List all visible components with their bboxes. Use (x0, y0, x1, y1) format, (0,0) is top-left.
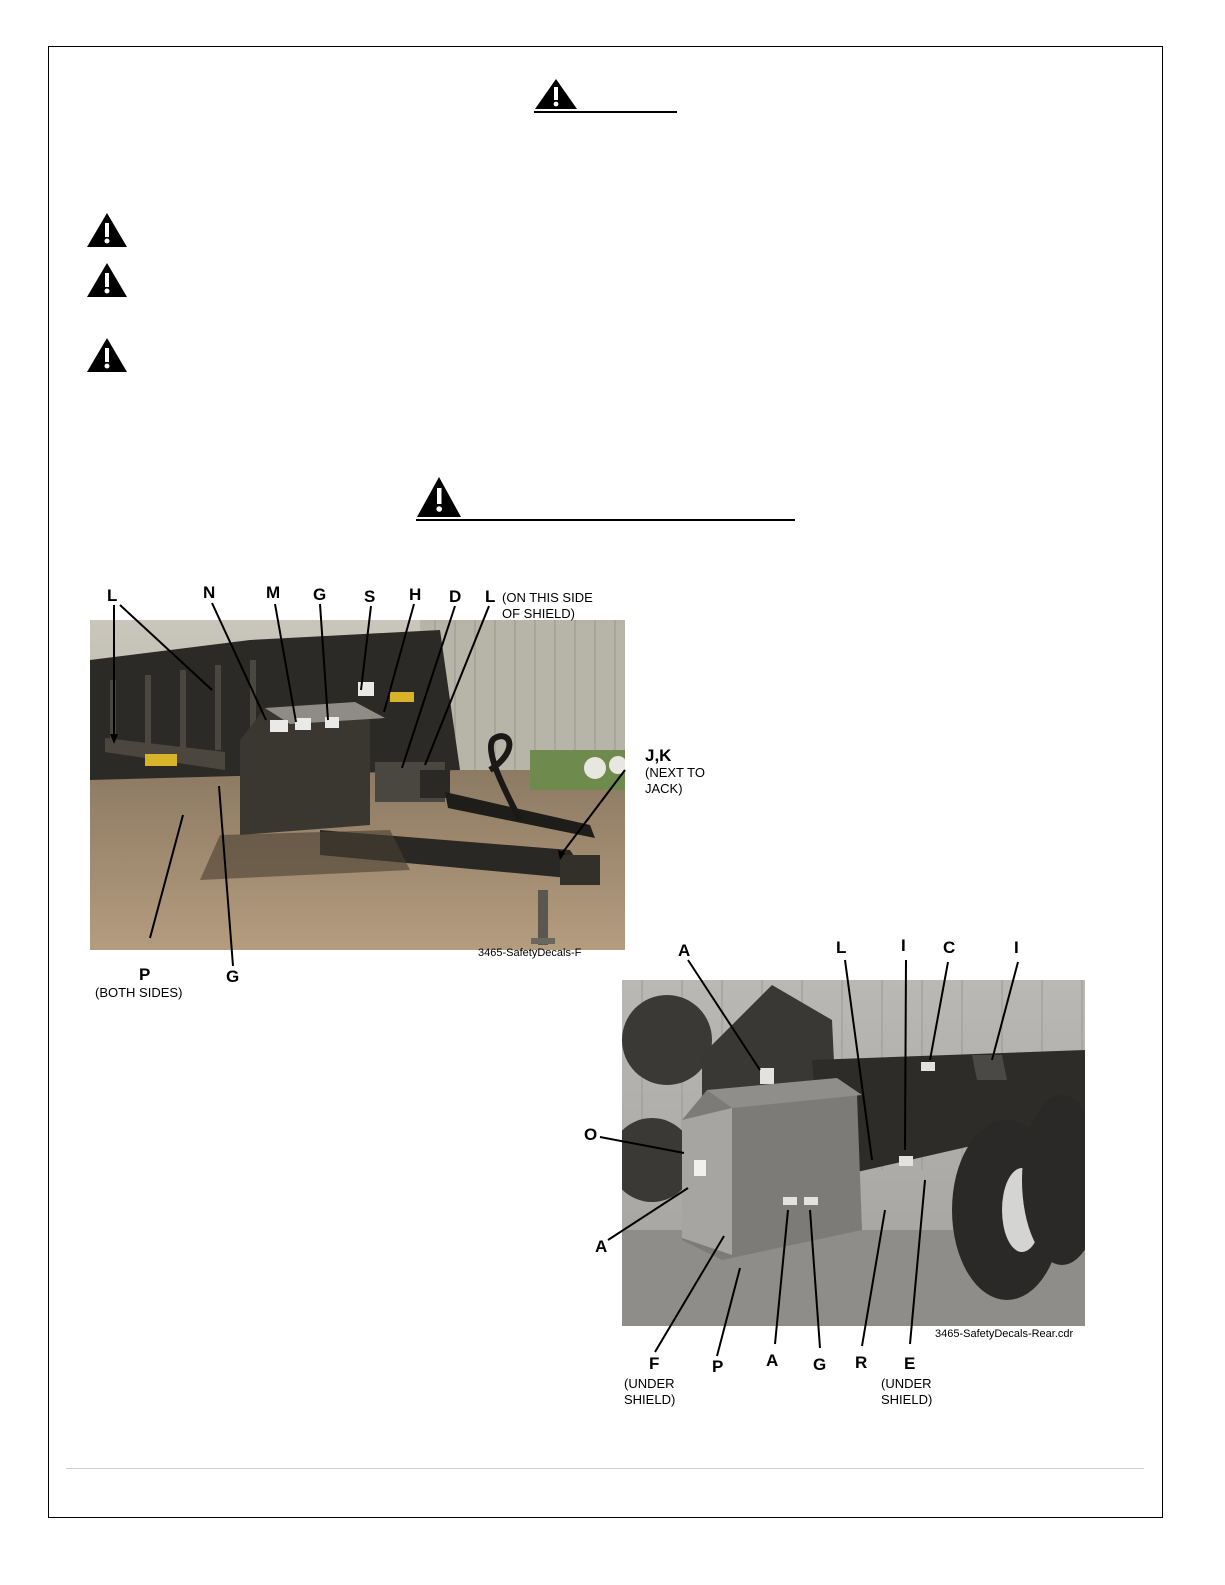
rear-label-R: R (855, 1353, 868, 1372)
rear-label-A3: A (766, 1351, 779, 1370)
rear-note-E-line1: (UNDER (881, 1376, 932, 1391)
front-note-P: (BOTH SIDES) (95, 985, 183, 1000)
warning-triangle-icon (86, 212, 128, 248)
front-label-H: H (409, 585, 422, 604)
front-label-P: P (139, 965, 151, 984)
rear-note-E-line2: SHIELD) (881, 1392, 933, 1407)
rear-figure-caption: 3465-SafetyDecals-Rear.cdr (935, 1328, 1074, 1340)
front-label-JK: J,K (645, 746, 672, 765)
heading-underline (534, 111, 677, 113)
front-label-L2: L (485, 587, 496, 606)
front-label-S: S (364, 587, 376, 606)
rear-label-I1: I (901, 936, 906, 955)
front-note-JK-line1: (NEXT TO (645, 765, 705, 780)
front-label-L1: L (107, 586, 118, 605)
rear-note-F-line1: (UNDER (624, 1376, 675, 1391)
warning-triangle-icon (416, 476, 462, 518)
rear-label-E: E (904, 1354, 916, 1373)
front-note-JK-line2: JACK) (645, 781, 683, 796)
warning-triangle-icon (534, 78, 578, 110)
warning-triangle-icon (86, 262, 128, 298)
rear-label-A2: A (595, 1237, 608, 1256)
front-label-D: D (449, 587, 462, 606)
section-heading-underline (416, 519, 795, 521)
warning-triangle-icon (86, 337, 128, 373)
rear-label-F: F (649, 1354, 660, 1373)
front-label-G2: G (226, 967, 240, 986)
rear-label-P: P (712, 1357, 724, 1376)
rear-spreader-photo (622, 980, 1085, 1326)
rear-label-O: O (584, 1125, 598, 1144)
front-label-G1: G (313, 585, 327, 604)
front-figure-caption: 3465-SafetyDecals-F (478, 947, 582, 959)
rear-note-F-line2: SHIELD) (624, 1392, 676, 1407)
rear-label-L: L (836, 938, 847, 957)
footer-divider (66, 1468, 1144, 1469)
rear-label-A1: A (678, 941, 691, 960)
rear-label-G: G (813, 1355, 827, 1374)
front-label-M: M (266, 583, 281, 602)
rear-label-C: C (943, 938, 956, 957)
front-label-N: N (203, 583, 216, 602)
rear-label-I2: I (1014, 938, 1019, 957)
front-note-L2-line2: OF SHIELD) (502, 606, 575, 621)
front-spreader-photo (90, 620, 625, 950)
front-note-L2-line1: (ON THIS SIDE (502, 590, 593, 605)
